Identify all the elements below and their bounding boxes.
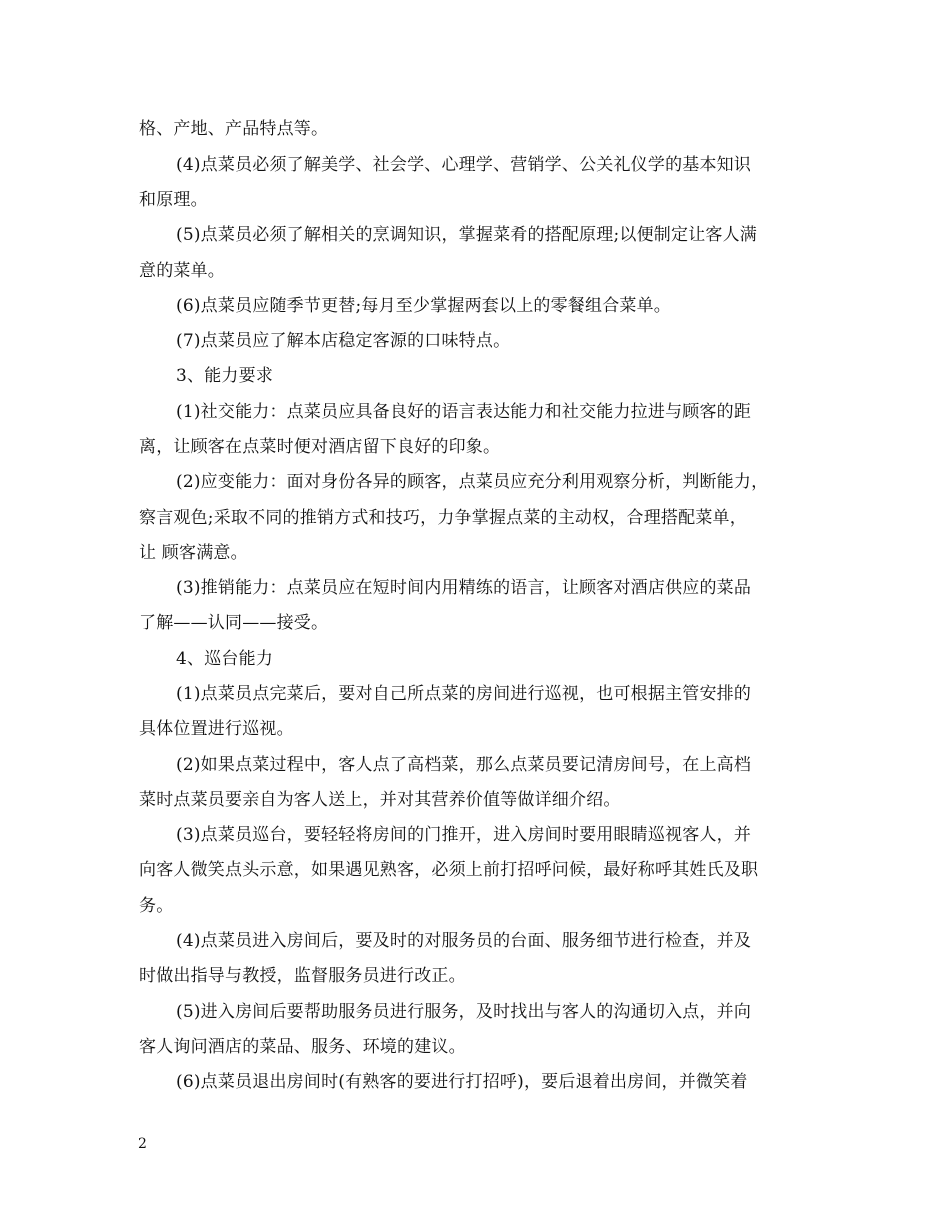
text-line: (5)点菜员必须了解相关的烹调知识，掌握菜肴的搭配原理;以便制定让客人满 (176, 225, 758, 245)
text-line: 客人询问酒店的菜品、服务、环境的建议。 (139, 1037, 466, 1057)
section-heading: 3、能力要求 (176, 366, 274, 386)
text-line: 具体位置进行巡视。 (139, 719, 294, 739)
text-line: (3)点菜员巡台，要轻轻将房间的门推开，进入房间时要用眼睛巡视客人，并 (176, 825, 752, 845)
text-line: 察言观色;采取不同的推销方式和技巧，力争掌握点菜的主动权，合理搭配菜单， (139, 508, 747, 528)
text-line: (7)点菜员应了解本店稳定客源的口味特点。 (176, 331, 511, 351)
text-line: (1)社交能力：点菜员应具备良好的语言表达能力和社交能力拉进与顾客的距 (176, 402, 752, 422)
text-line: (4)点菜员必须了解美学、社会学、心理学、营销学、公关礼仪学的基本知识 (176, 155, 752, 175)
text-line: 向客人微笑点头示意，如果遇见熟客，必须上前打招呼问候，最好称呼其姓氏及职 (139, 860, 759, 880)
text-line: (2)应变能力：面对身份各异的顾客，点菜员应充分利用观察分析，判断能力， (176, 472, 769, 492)
text-line: 和原理。 (139, 190, 208, 210)
text-line: (5)进入房间后要帮助服务员进行服务，及时找出与客人的沟通切入点，并向 (176, 1002, 752, 1022)
text-line: (4)点菜员进入房间后，要及时的对服务员的台面、服务细节进行检查，并及 (176, 931, 752, 951)
section-heading: 4、巡台能力 (176, 649, 274, 669)
page-number: 2 (138, 1136, 147, 1152)
text-line: 菜时点菜员要亲自为客人送上，并对其营养价值等做详细介绍。 (139, 790, 621, 810)
text-line: (3)推销能力：点菜员应在短时间内用精练的语言，让顾客对酒店供应的菜品 (176, 578, 752, 598)
text-line: (6)点菜员退出房间时(有熟客的要进行打招呼)，要后退着出房间，并微笑着 (176, 1072, 748, 1092)
text-line: 格、产地、产品特点等。 (139, 119, 329, 139)
text-line: (1)点菜员点完菜后，要对自己所点菜的房间进行巡视，也可根据主管安排的 (176, 684, 752, 704)
text-line: 让 顾客满意。 (139, 543, 248, 563)
text-line: 时做出指导与教授，监督服务员进行改正。 (139, 966, 466, 986)
text-line: 了解——认同——接受。 (139, 613, 329, 633)
text-line: 离，让顾客在点菜时便对酒店留下良好的印象。 (139, 437, 501, 457)
text-line: 意的菜单。 (139, 261, 225, 281)
text-line: 务。 (139, 896, 174, 916)
text-line: (2)如果点菜过程中，客人点了高档菜，那么点菜员要记清房间号，在上高档 (176, 755, 752, 775)
text-line: (6)点菜员应随季节更替;每月至少掌握两套以上的零餐组合菜单。 (176, 296, 672, 316)
